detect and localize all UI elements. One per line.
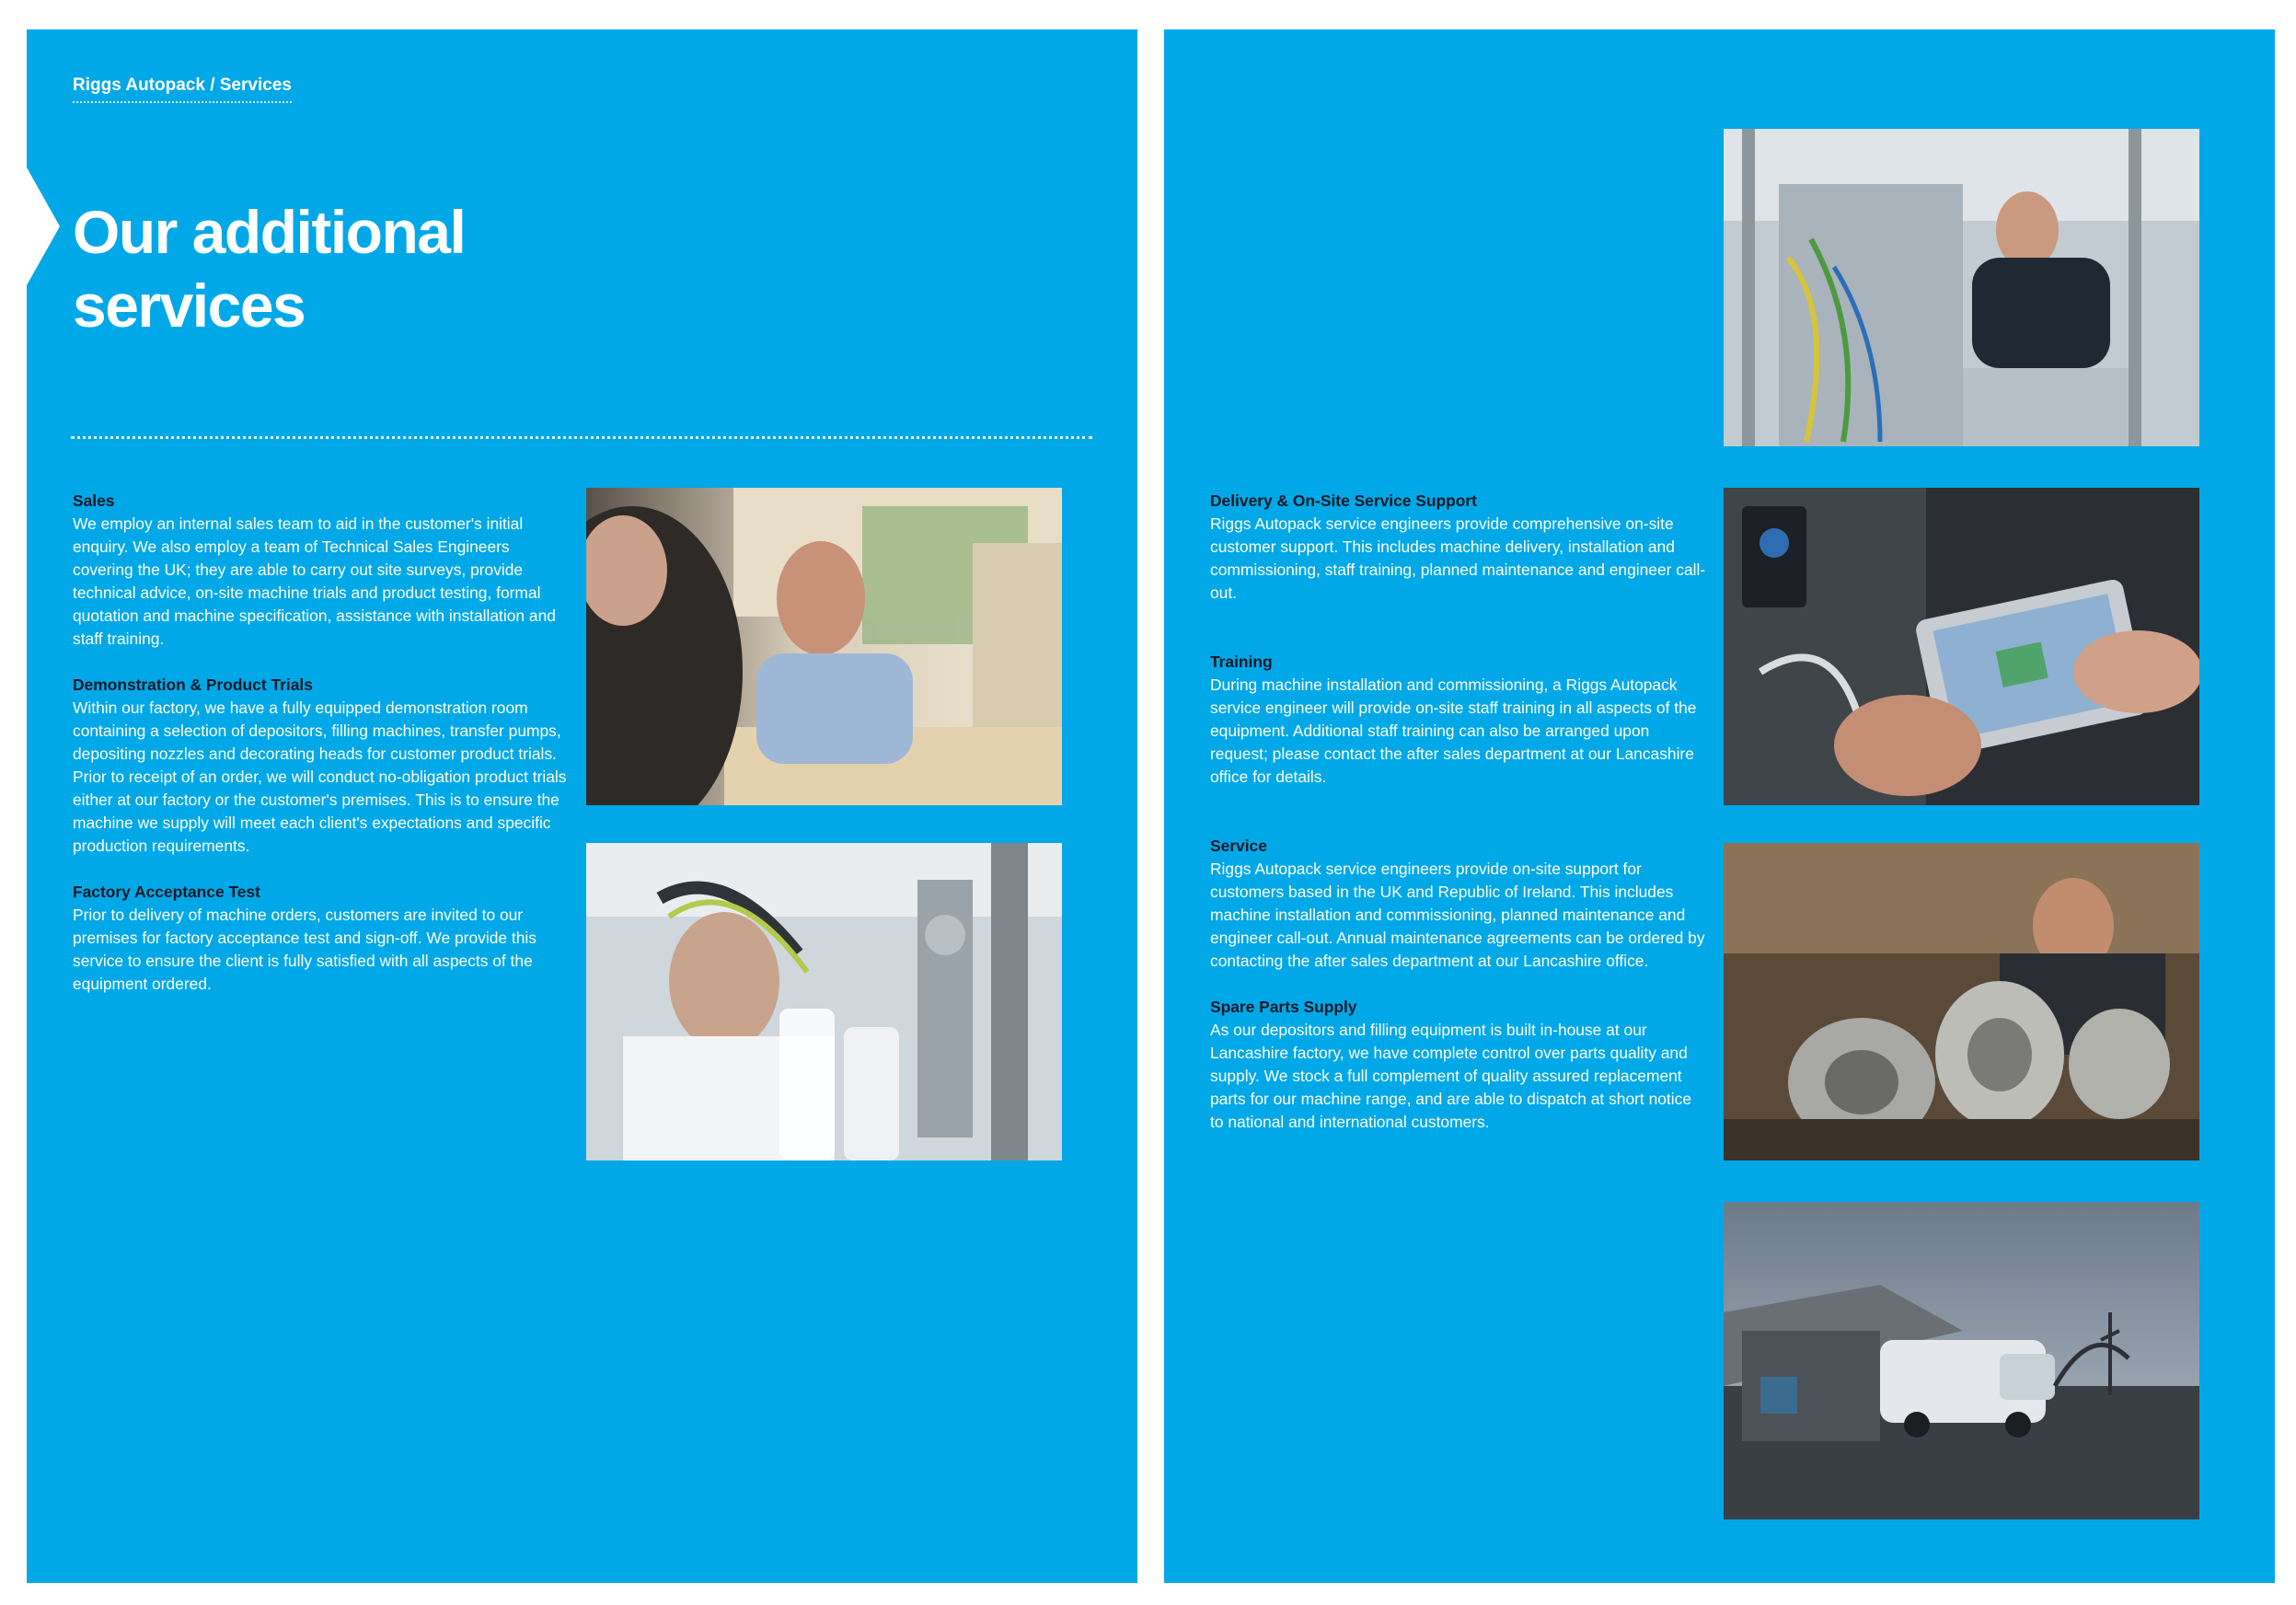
- section-training: [1210, 651, 1707, 789]
- section-heading: Service: [1210, 837, 1267, 855]
- page-title-line-1: Our additional: [73, 198, 466, 266]
- section-paragraph: Prior to receipt of an order, we will conduct no-obligation product trials either at our factory or the customer's premises. This is to ensure the machine we supply will meet each client's expectations and specific production requirements.: [73, 768, 567, 855]
- product-trial-photo-icon: [586, 843, 1062, 1160]
- section-paragraph: Within our factory, we have a fully equipped demonstration room containing a selection of depositors, filling machines, transfer pumps, depositing nozzles and decorating heads for customer product trials.: [73, 699, 561, 763]
- page-title: [73, 195, 717, 342]
- section-delivery: [1210, 490, 1707, 605]
- section-heading: Delivery & On-Site Service Support: [1210, 491, 1477, 510]
- sales-meeting-photo-icon: [586, 488, 1062, 805]
- page-notch: [27, 167, 60, 285]
- section-demonstration: [73, 674, 570, 858]
- section-heading: Sales: [73, 491, 115, 510]
- section-paragraph: During machine installation and commissioning, a Riggs Autopack service engineer will provide on-site staff training in all aspects of the equipment. Additional staff training can also be arranged upon request; please contact the after sales department at our Lancashire office for details.: [1210, 675, 1697, 786]
- section-heading: Spare Parts Supply: [1210, 998, 1357, 1016]
- section-paragraph: Riggs Autopack service engineers provide comprehensive on-site customer support. This includes machine delivery, installation and commissioning, staff training, planned maintenance and engineer call-out.: [1210, 514, 1706, 602]
- section-paragraph: We employ an internal sales team to aid in the customer's initial enquiry. We also employ a team of Technical Sales Engineers covering the UK; they are able to carry out site surveys, provide technical advice, on-site machine trials and product testing, formal quotation and machine specification, assistance with installation and staff training.: [73, 514, 556, 648]
- section-factory-acceptance: [73, 881, 570, 996]
- page-title-line-2: services: [73, 271, 306, 340]
- left-text-column: [73, 490, 570, 996]
- section-paragraph: Prior to delivery of machine orders, customers are invited to our premises for factory acceptance test and sign-off. We provide this service to ensure the client is fully satisfied with all aspects of the equipment ordered.: [73, 906, 537, 993]
- section-sales: [73, 490, 570, 651]
- touchscreen-control-photo-icon: [1724, 488, 2199, 805]
- right-text-column: [1210, 490, 1707, 1134]
- section-heading: Training: [1210, 652, 1273, 671]
- dotted-divider: [71, 436, 1092, 439]
- section-paragraph: As our depositors and filling equipment is built in-house at our Lancashire factory, we have complete control over parts quality and supply. We stock a full complement of quality assured replacement parts for our machine range, and are able to dispatch at short notice to national and international customers.: [1210, 1021, 1691, 1131]
- spare-parts-photo-icon: [1724, 843, 2199, 1160]
- section-heading: Factory Acceptance Test: [73, 883, 260, 901]
- section-spare-parts: [1210, 996, 1707, 1134]
- breadcrumb[interactable]: Riggs Autopack / Services: [73, 75, 292, 103]
- section-service: [1210, 835, 1707, 973]
- section-paragraph: Riggs Autopack service engineers provide on-site support for customers based in the UK and Republic of Ireland. This includes machine installation and commissioning, planned maintenance and engineer call-out. Annual maintenance agreements can be ordered by contacting the after sales department at our Lancashire office.: [1210, 860, 1705, 970]
- engineer-wiring-photo-icon: [1724, 129, 2199, 446]
- section-heading: Demonstration & Product Trials: [73, 675, 313, 694]
- delivery-van-photo-icon: [1724, 1202, 2199, 1519]
- left-page: [27, 29, 1137, 1583]
- right-page: [1164, 29, 2275, 1583]
